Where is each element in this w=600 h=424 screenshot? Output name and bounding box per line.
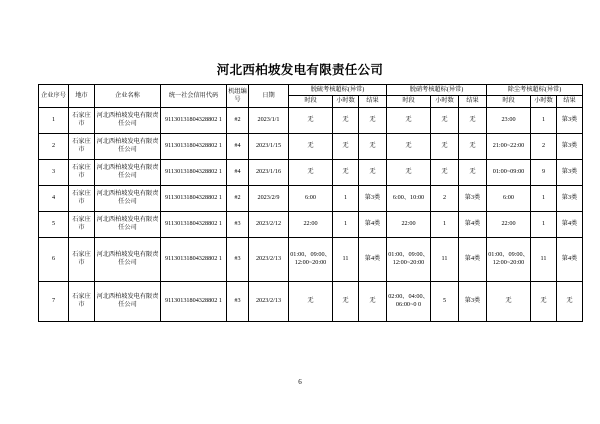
- header-so2-hours: 小时数: [333, 96, 359, 107]
- cell-so2-hours: 无: [333, 281, 359, 321]
- cell-so2-result: 第4类: [359, 237, 387, 281]
- cell-company: 河北西柏坡发电有限责任公司: [95, 159, 161, 185]
- cell-so2-period: 无: [289, 107, 333, 133]
- cell-nox-period: 01:00、09:00、12:00~20:00: [387, 237, 431, 281]
- cell-nox-result: 第4类: [459, 237, 487, 281]
- cell-dust-hours: 1: [531, 107, 557, 133]
- cell-company: 河北西柏坡发电有限责任公司: [95, 237, 161, 281]
- header-nox-result: 结果: [459, 96, 487, 107]
- cell-date: 2023/2/13: [249, 281, 289, 321]
- cell-city: 石家庄市: [69, 133, 95, 159]
- cell-so2-hours: 无: [333, 133, 359, 159]
- cell-so2-hours: 1: [333, 185, 359, 211]
- header-nox-hours: 小时数: [431, 96, 459, 107]
- page-title: 河北西柏坡发电有限责任公司: [216, 63, 384, 77]
- header-city: 地市: [69, 85, 95, 108]
- header-seq: 企业序号: [39, 85, 69, 108]
- table-row: [39, 107, 583, 133]
- cell-dust-hours: 9: [531, 159, 557, 185]
- header-company: 企业名称: [95, 85, 161, 108]
- cell-credit-code: 91130131804328802 1: [161, 185, 227, 211]
- cell-seq: 6: [39, 237, 69, 281]
- cell-seq: 4: [39, 185, 69, 211]
- cell-dust-hours: 2: [531, 133, 557, 159]
- table-row: [39, 237, 583, 281]
- cell-dust-period: 01:00~09:00: [487, 159, 531, 185]
- cell-credit-code: 91130131804328802 1: [161, 237, 227, 281]
- header-group-so2: 脱硫考核超标(异常): [289, 85, 387, 96]
- cell-so2-result: 无: [359, 159, 387, 185]
- table-header-row-1: [39, 85, 583, 96]
- cell-company: 河北西柏坡发电有限责任公司: [95, 185, 161, 211]
- cell-nox-period: 6:00、10:00: [387, 185, 431, 211]
- cell-nox-period: 22:00: [387, 211, 431, 237]
- cell-seq: 7: [39, 281, 69, 321]
- table-row: [39, 159, 583, 185]
- table-row: [39, 185, 583, 211]
- header-nox-period: 时段: [387, 96, 431, 107]
- cell-company: 河北西柏坡发电有限责任公司: [95, 211, 161, 237]
- cell-so2-hours: 无: [333, 107, 359, 133]
- page-number: 6: [298, 378, 302, 386]
- header-group-nox: 脱硝考核超标(异常): [387, 85, 487, 96]
- cell-dust-hours: 11: [531, 237, 557, 281]
- cell-date: 2023/2/9: [249, 185, 289, 211]
- cell-nox-hours: 5: [431, 281, 459, 321]
- cell-city: 石家庄市: [69, 237, 95, 281]
- cell-city: 石家庄市: [69, 211, 95, 237]
- cell-dust-result: 第4类: [557, 237, 583, 281]
- cell-dust-result: 第4类: [557, 211, 583, 237]
- table-row: [39, 211, 583, 237]
- cell-dust-hours: 1: [531, 185, 557, 211]
- cell-city: 石家庄市: [69, 281, 95, 321]
- cell-so2-result: 第4类: [359, 211, 387, 237]
- cell-unit-no: #2: [227, 107, 249, 133]
- cell-dust-result: 第3类: [557, 107, 583, 133]
- cell-nox-period: 02:00、04:00、06:00~0 0: [387, 281, 431, 321]
- cell-seq: 3: [39, 159, 69, 185]
- cell-date: 2023/1/1: [249, 107, 289, 133]
- cell-so2-hours: 无: [333, 159, 359, 185]
- cell-nox-result: 第3类: [459, 281, 487, 321]
- cell-nox-result: 无: [459, 159, 487, 185]
- cell-so2-period: 无: [289, 159, 333, 185]
- cell-credit-code: 91130131804328802 1: [161, 281, 227, 321]
- report-table-container: [38, 84, 578, 322]
- cell-credit-code: 91130131804328802 1: [161, 211, 227, 237]
- cell-so2-result: 无: [359, 107, 387, 133]
- cell-so2-period: 22:00: [289, 211, 333, 237]
- cell-so2-result: 无: [359, 133, 387, 159]
- cell-so2-hours: 1: [333, 211, 359, 237]
- cell-so2-period: 6:00: [289, 185, 333, 211]
- cell-dust-result: 第3类: [557, 159, 583, 185]
- header-dust-period: 时段: [487, 96, 531, 107]
- cell-city: 石家庄市: [69, 185, 95, 211]
- cell-nox-hours: 无: [431, 107, 459, 133]
- cell-company: 河北西柏坡发电有限责任公司: [95, 133, 161, 159]
- header-so2-period: 时段: [289, 96, 333, 107]
- cell-dust-period: 23:00: [487, 107, 531, 133]
- cell-seq: 1: [39, 107, 69, 133]
- cell-nox-hours: 无: [431, 133, 459, 159]
- cell-so2-result: 无: [359, 281, 387, 321]
- header-dust-result: 结果: [557, 96, 583, 107]
- cell-so2-period: 无: [289, 281, 333, 321]
- cell-dust-period: 21:00~22:00: [487, 133, 531, 159]
- cell-credit-code: 91130131804328802 1: [161, 159, 227, 185]
- header-dust-hours: 小时数: [531, 96, 557, 107]
- header-so2-result: 结果: [359, 96, 387, 107]
- cell-unit-no: #2: [227, 185, 249, 211]
- cell-unit-no: #3: [227, 281, 249, 321]
- cell-seq: 2: [39, 133, 69, 159]
- cell-unit-no: #4: [227, 159, 249, 185]
- cell-company: 河北西柏坡发电有限责任公司: [95, 107, 161, 133]
- cell-dust-hours: 无: [531, 281, 557, 321]
- cell-so2-period: 01:00、09:00、12:00~20:00: [289, 237, 333, 281]
- table-row: [39, 133, 583, 159]
- cell-nox-hours: 1: [431, 211, 459, 237]
- cell-dust-hours: 1: [531, 211, 557, 237]
- cell-so2-hours: 11: [333, 237, 359, 281]
- header-unit-no: 机组编号: [227, 85, 249, 108]
- emission-assessment-table: [38, 84, 583, 322]
- cell-dust-period: 01:00、09:00、12:00~20:00: [487, 237, 531, 281]
- cell-nox-hours: 无: [431, 159, 459, 185]
- cell-nox-period: 无: [387, 107, 431, 133]
- cell-dust-result: 第3类: [557, 133, 583, 159]
- header-group-dust: 除尘考核超标(异常): [487, 85, 583, 96]
- cell-so2-result: 第3类: [359, 185, 387, 211]
- cell-nox-hours: 11: [431, 237, 459, 281]
- cell-dust-period: 6:00: [487, 185, 531, 211]
- cell-credit-code: 91130131804328802 1: [161, 133, 227, 159]
- cell-nox-result: 第3类: [459, 185, 487, 211]
- cell-nox-result: 无: [459, 133, 487, 159]
- cell-nox-result: 无: [459, 107, 487, 133]
- cell-nox-period: 无: [387, 159, 431, 185]
- cell-dust-result: 第3类: [557, 185, 583, 211]
- cell-nox-result: 第4类: [459, 211, 487, 237]
- cell-so2-period: 无: [289, 133, 333, 159]
- cell-date: 2023/2/12: [249, 211, 289, 237]
- cell-seq: 5: [39, 211, 69, 237]
- cell-unit-no: #3: [227, 237, 249, 281]
- cell-dust-result: 无: [557, 281, 583, 321]
- cell-nox-hours: 2: [431, 185, 459, 211]
- header-date: 日期: [249, 85, 289, 108]
- cell-city: 石家庄市: [69, 159, 95, 185]
- cell-city: 石家庄市: [69, 107, 95, 133]
- cell-dust-period: 22:00: [487, 211, 531, 237]
- cell-unit-no: #4: [227, 133, 249, 159]
- cell-dust-period: 无: [487, 281, 531, 321]
- cell-date: 2023/1/16: [249, 159, 289, 185]
- cell-date: 2023/2/13: [249, 237, 289, 281]
- cell-credit-code: 91130131804328802 1: [161, 107, 227, 133]
- table-row: [39, 281, 583, 321]
- cell-company: 河北西柏坡发电有限责任公司: [95, 281, 161, 321]
- cell-date: 2023/1/15: [249, 133, 289, 159]
- cell-nox-period: 无: [387, 133, 431, 159]
- header-credit-code: 统一社会信用代码: [161, 85, 227, 108]
- cell-unit-no: #3: [227, 211, 249, 237]
